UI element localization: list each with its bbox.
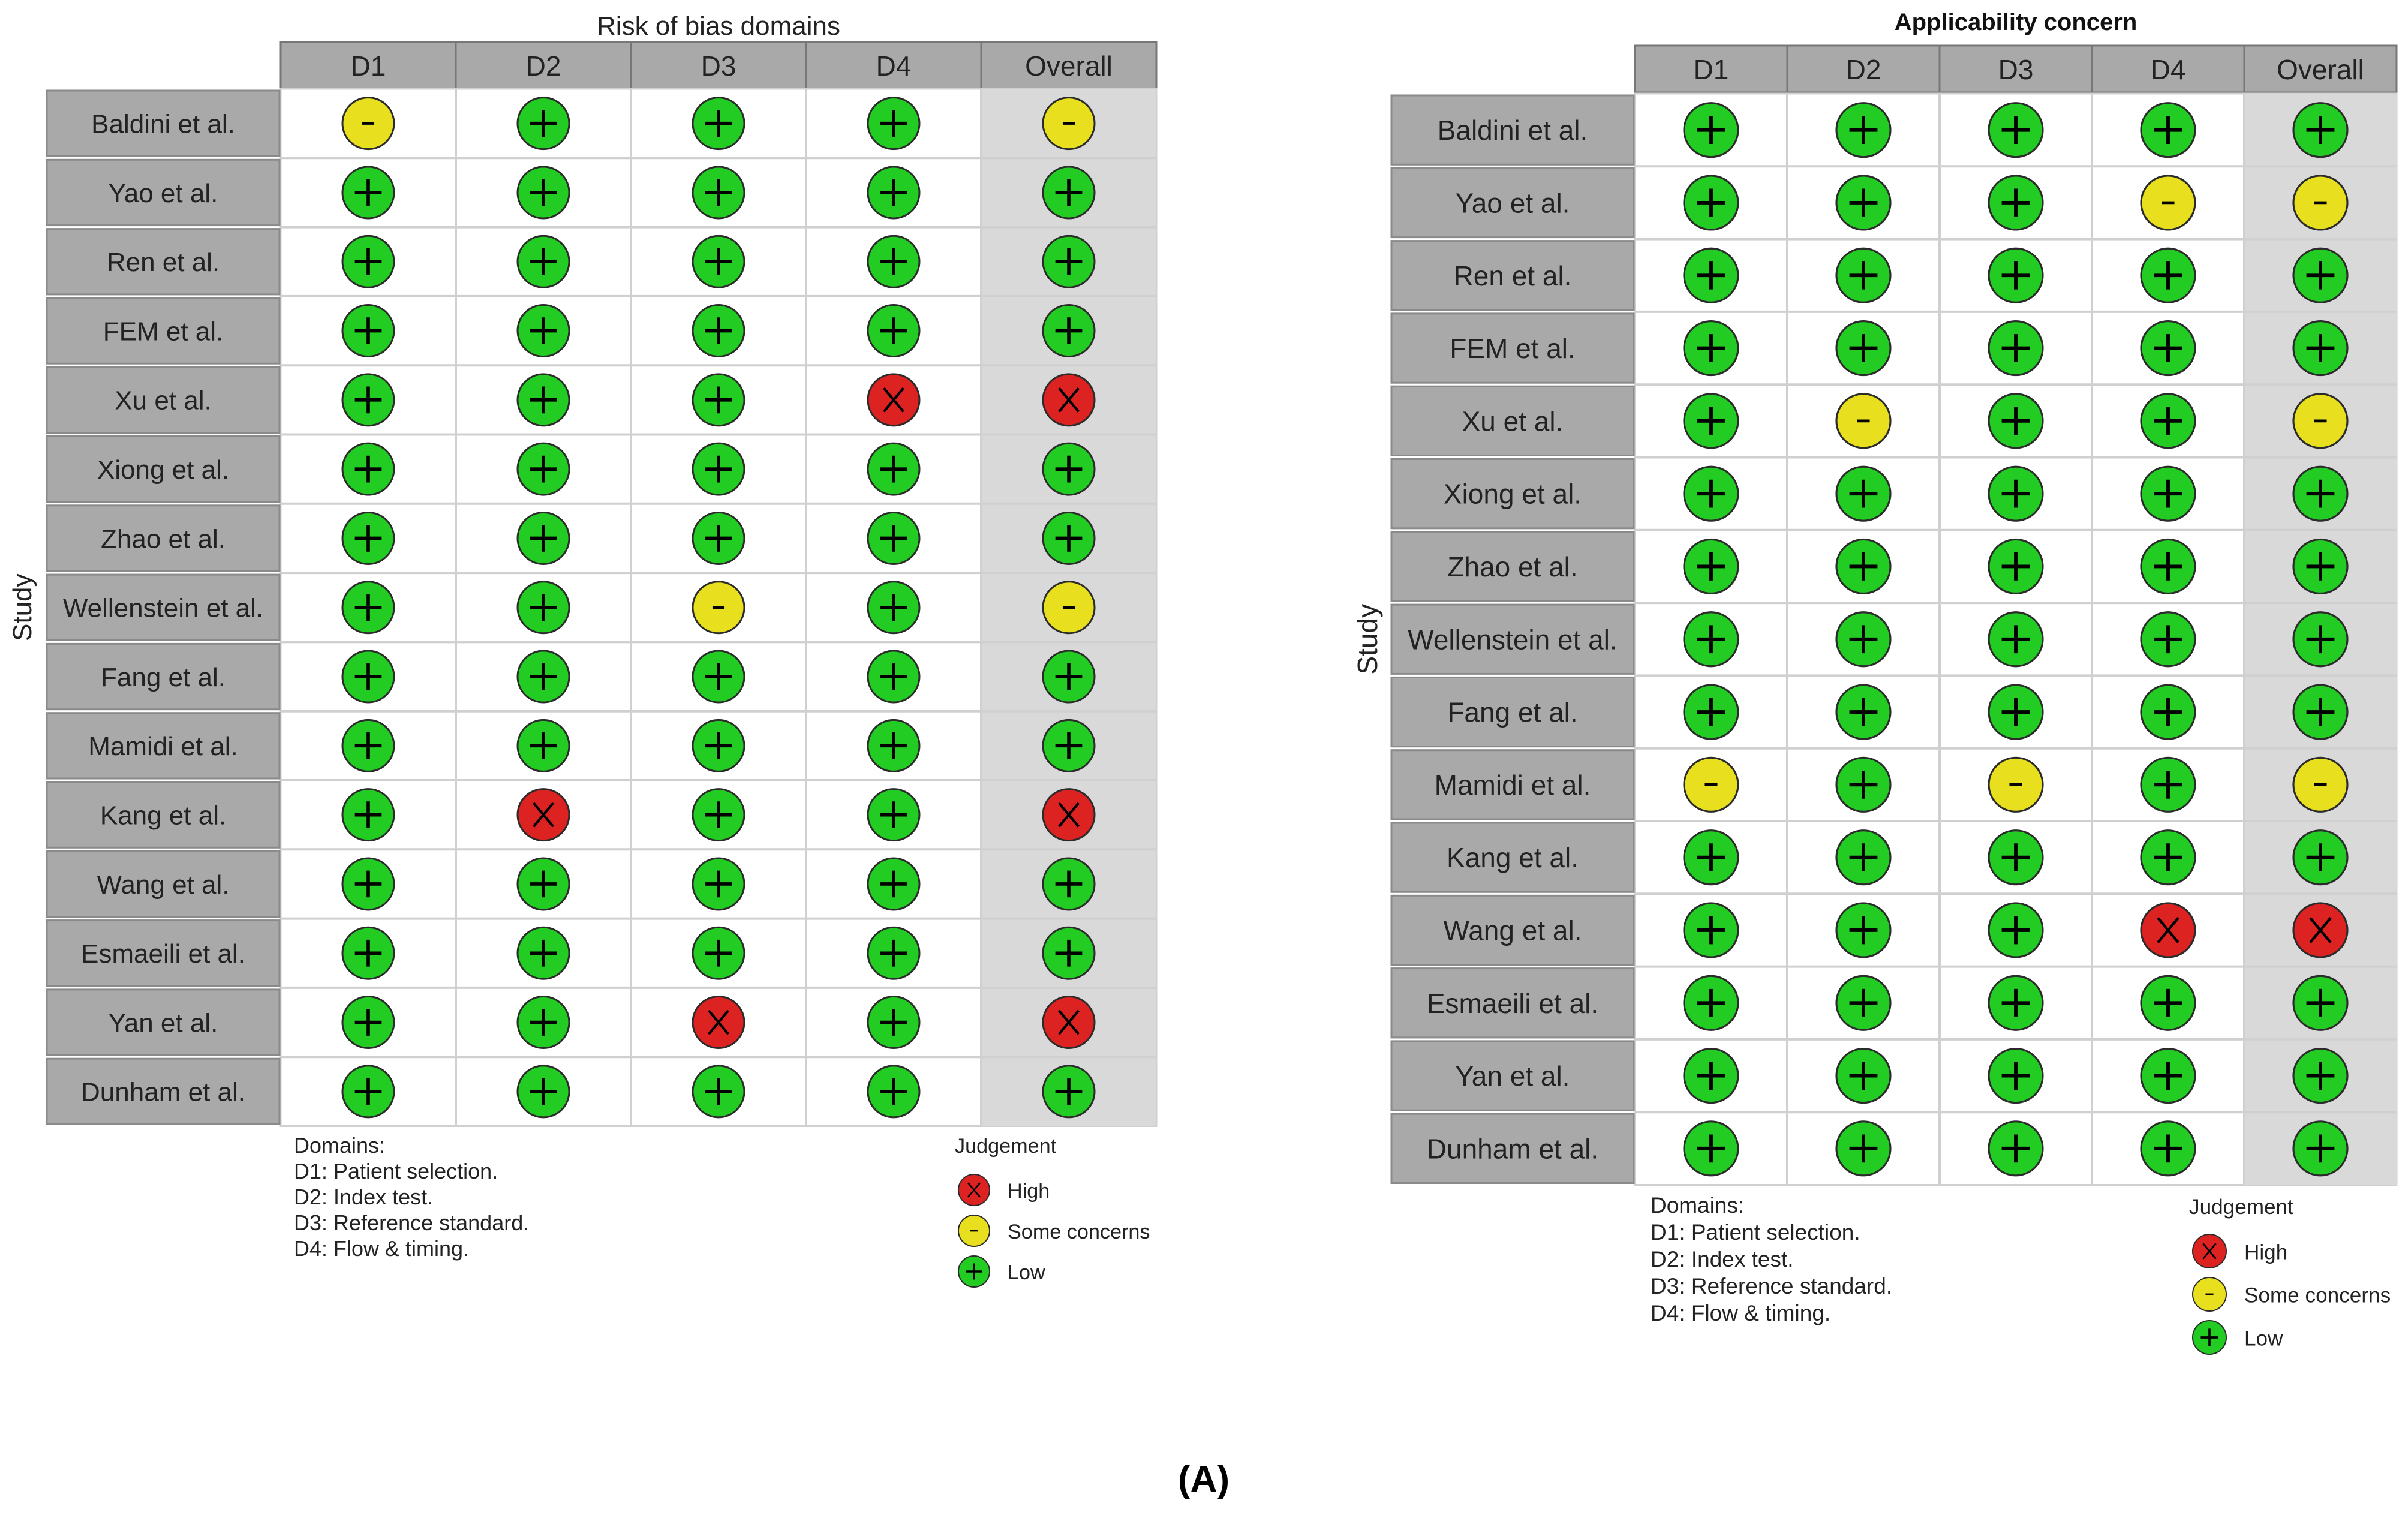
judgement-low	[2141, 1049, 2195, 1103]
judgement-low	[693, 1066, 744, 1117]
judgement-low	[1043, 167, 1095, 218]
study-label: Mamidi et al.	[1434, 769, 1591, 801]
judgement-low	[1684, 612, 1738, 666]
judgement-low	[1836, 1049, 1890, 1103]
judgement-low	[1989, 831, 2043, 885]
study-label: Yao et al.	[108, 178, 218, 208]
judgement-some	[2141, 176, 2195, 230]
judgement-low	[518, 443, 569, 495]
legend-label-some: Some concerns	[1008, 1220, 1150, 1243]
judgement-high	[868, 374, 919, 426]
judgement-low	[2141, 394, 2195, 448]
domain-description: D3: Reference standard.	[1651, 1274, 1893, 1298]
judgement-some	[1989, 758, 2043, 811]
judgement-low	[1836, 758, 1890, 811]
judgement-low	[693, 236, 744, 287]
study-label: Baldini et al.	[91, 109, 235, 139]
judgement-low	[1836, 612, 1890, 666]
y-axis-label: Study	[1352, 603, 1383, 675]
judgement-low	[2141, 685, 2195, 739]
judgement-low	[1836, 467, 1890, 521]
column-header-label: Overall	[1025, 50, 1113, 82]
figure-label: (A)	[1177, 1459, 1230, 1500]
column-header-label: Overall	[2277, 54, 2364, 86]
judgement-low	[1043, 927, 1095, 979]
judgement-low	[1989, 539, 2043, 593]
judgement-low	[868, 1066, 919, 1117]
study-label: Fang et al.	[101, 662, 226, 692]
judgement-low	[1989, 612, 2043, 666]
judgement-some	[2293, 394, 2347, 448]
judgement-low	[1684, 394, 1738, 448]
judgement-low	[1684, 467, 1738, 521]
judgement-low	[518, 374, 569, 426]
judgement-low	[518, 651, 569, 702]
legend-symbol-some	[2193, 1277, 2226, 1311]
judgement-low	[1043, 651, 1095, 702]
judgement-low	[1043, 1066, 1095, 1117]
judgement-low	[868, 927, 919, 979]
judgement-low	[342, 167, 394, 218]
domain-description: D4: Flow & timing.	[294, 1236, 470, 1261]
judgement-low	[1836, 685, 1890, 739]
judgement-low	[1989, 394, 2043, 448]
judgement-low	[693, 443, 744, 495]
judgement-some	[1836, 394, 1890, 448]
domain-description: D1: Patient selection.	[1651, 1220, 1860, 1245]
legend-symbol-high	[2193, 1234, 2226, 1268]
judgement-low	[518, 305, 569, 357]
judgement-low	[518, 236, 569, 287]
judgement-low	[1684, 539, 1738, 593]
column-header-label: D3	[1998, 54, 2034, 86]
judgement-low	[518, 858, 569, 910]
judgement-low	[1684, 248, 1738, 302]
judgement-low	[342, 443, 394, 495]
judgement-low	[1836, 903, 1890, 957]
judgement-some	[2293, 758, 2347, 811]
judgement-low	[1989, 685, 2043, 739]
column-header-label: D2	[1845, 54, 1881, 86]
judgement-low	[1043, 720, 1095, 771]
judgement-low	[342, 512, 394, 564]
judgement-high	[1043, 374, 1095, 426]
judgement-low	[2293, 612, 2347, 666]
judgement-low	[1684, 685, 1738, 739]
judgement-low	[1989, 248, 2043, 302]
judgement-low	[2293, 1122, 2347, 1176]
study-label: Fang et al.	[1447, 696, 1578, 728]
judgement-low	[2141, 976, 2195, 1030]
study-label: Xu et al.	[1462, 405, 1564, 437]
judgement-low	[2293, 976, 2347, 1030]
judgement-low	[2141, 539, 2195, 593]
judgement-low	[1836, 1122, 1890, 1176]
judgement-low	[1043, 236, 1095, 287]
judgement-low	[518, 997, 569, 1048]
judgement-low	[1989, 176, 2043, 230]
judgement-low	[1684, 176, 1738, 230]
judgement-low	[1043, 512, 1095, 564]
study-label: Yan et al.	[108, 1008, 218, 1038]
judgement-low	[868, 651, 919, 702]
judgement-low	[1684, 1049, 1738, 1103]
judgement-low	[2141, 612, 2195, 666]
judgement-low	[342, 858, 394, 910]
study-label: Yan et al.	[1455, 1060, 1570, 1092]
study-label: Wang et al.	[97, 870, 230, 900]
judgement-high	[2293, 903, 2347, 957]
judgement-low	[342, 582, 394, 633]
judgement-low	[342, 651, 394, 702]
risk-of-bias-panel	[8, 11, 1156, 1287]
judgement-low	[2293, 685, 2347, 739]
judgement-low	[342, 789, 394, 841]
judgement-low	[693, 789, 744, 841]
legend-label-low: Low	[2244, 1327, 2283, 1351]
judgement-low	[342, 1066, 394, 1117]
judgement-some	[2293, 176, 2347, 230]
judgement-low	[518, 512, 569, 564]
judgement-low	[693, 167, 744, 218]
chart-title: Risk of bias domains	[597, 11, 840, 41]
judgement-low	[2293, 831, 2347, 885]
study-label: Zhao et al.	[1447, 551, 1578, 583]
study-label: Ren et al.	[106, 248, 220, 278]
judgement-low	[1836, 539, 1890, 593]
study-label: Kang et al.	[100, 801, 227, 831]
legend-title: Judgement	[2189, 1195, 2293, 1219]
judgement-low	[868, 512, 919, 564]
judgement-low	[342, 374, 394, 426]
judgement-low	[342, 997, 394, 1048]
judgement-low	[2293, 1049, 2347, 1103]
judgement-low	[1043, 305, 1095, 357]
judgement-low	[868, 789, 919, 841]
judgement-some	[342, 98, 394, 149]
judgement-low	[1836, 321, 1890, 375]
legend-label-low: Low	[1008, 1261, 1045, 1284]
judgement-low	[693, 858, 744, 910]
legend-label-high: High	[1008, 1179, 1050, 1203]
study-label: Zhao et al.	[101, 524, 226, 554]
column-header-label: D2	[525, 50, 561, 82]
judgement-low	[868, 98, 919, 149]
judgement-low	[1684, 103, 1738, 157]
domains-heading: Domains:	[1651, 1193, 1745, 1218]
judgement-low	[693, 374, 744, 426]
study-label: Baldini et al.	[1437, 115, 1588, 146]
judgement-high	[1043, 789, 1095, 841]
judgement-low	[1989, 321, 2043, 375]
judgement-low	[1684, 831, 1738, 885]
domain-description: D1: Patient selection.	[294, 1159, 498, 1183]
chart-title: Applicability concern	[1894, 9, 2138, 35]
judgement-low	[2293, 248, 2347, 302]
judgement-low	[868, 582, 919, 633]
study-label: Xiong et al.	[97, 455, 230, 485]
study-label: Yao et al.	[1455, 187, 1570, 219]
judgement-low	[2293, 103, 2347, 157]
column-header-label: D1	[350, 50, 386, 82]
study-label: Wellenstein et al.	[1408, 624, 1618, 656]
judgement-low	[1836, 176, 1890, 230]
judgement-low	[342, 236, 394, 287]
judgement-low	[868, 720, 919, 771]
judgement-low	[1684, 321, 1738, 375]
judgement-low	[2141, 321, 2195, 375]
judgement-low	[693, 651, 744, 702]
judgement-low	[1684, 976, 1738, 1030]
judgement-low	[518, 720, 569, 771]
judgement-low	[693, 98, 744, 149]
judgement-low	[518, 927, 569, 979]
judgement-low	[868, 167, 919, 218]
judgement-low	[868, 997, 919, 1048]
legend-label-high: High	[2244, 1240, 2288, 1264]
judgement-low	[868, 858, 919, 910]
judgement-low	[1989, 467, 2043, 521]
study-label: Dunham et al.	[1426, 1133, 1599, 1165]
judgement-high	[2141, 903, 2195, 957]
column-header-label: D1	[1693, 54, 1729, 86]
judgement-low	[1043, 443, 1095, 495]
judgement-low	[2141, 831, 2195, 885]
legend-symbol-low	[2193, 1321, 2226, 1354]
judgement-low	[518, 582, 569, 633]
judgement-low	[2141, 758, 2195, 811]
judgement-low	[1989, 1122, 2043, 1176]
judgement-low	[342, 720, 394, 771]
applicability-concern-panel	[1352, 9, 2397, 1354]
domains-heading: Domains:	[294, 1133, 386, 1158]
judgement-some	[1043, 98, 1095, 149]
study-label: FEM et al.	[103, 317, 224, 347]
judgement-low	[1684, 1122, 1738, 1176]
column-header-label: D4	[876, 50, 912, 82]
judgement-low	[1836, 976, 1890, 1030]
judgement-low	[1989, 1049, 2043, 1103]
judgement-high	[518, 789, 569, 841]
judgement-low	[1684, 903, 1738, 957]
study-label: Mamidi et al.	[88, 732, 238, 762]
judgement-low	[518, 98, 569, 149]
judgement-low	[1836, 248, 1890, 302]
judgement-some	[693, 582, 744, 633]
judgement-low	[2293, 321, 2347, 375]
judgement-some	[1684, 758, 1738, 811]
study-label: Esmaeili et al.	[81, 939, 245, 969]
domain-description: D4: Flow & timing.	[1651, 1301, 1831, 1325]
legend-symbol-high	[958, 1174, 990, 1206]
judgement-low	[1989, 103, 2043, 157]
judgement-low	[1989, 976, 2043, 1030]
judgement-low	[868, 443, 919, 495]
judgement-low	[1989, 903, 2043, 957]
judgement-low	[868, 236, 919, 287]
judgement-low	[2141, 248, 2195, 302]
judgement-low	[518, 167, 569, 218]
legend-symbol-low	[958, 1256, 990, 1287]
judgement-low	[693, 305, 744, 357]
judgement-low	[342, 305, 394, 357]
legend-title: Judgement	[955, 1135, 1057, 1158]
domain-description: D2: Index test.	[1651, 1247, 1794, 1271]
judgement-low	[2293, 539, 2347, 593]
judgement-some	[1043, 582, 1095, 633]
study-label: FEM et al.	[1450, 333, 1576, 365]
legend-symbol-some	[958, 1215, 990, 1246]
judgement-low	[2141, 103, 2195, 157]
judgement-low	[868, 305, 919, 357]
judgement-low	[1836, 103, 1890, 157]
study-label: Esmaeili et al.	[1426, 987, 1599, 1019]
judgement-high	[1043, 997, 1095, 1048]
judgement-low	[2141, 1122, 2195, 1176]
judgement-low	[693, 720, 744, 771]
judgement-low	[2141, 467, 2195, 521]
study-label: Ren et al.	[1453, 260, 1572, 291]
judgement-low	[2293, 467, 2347, 521]
study-label: Wang et al.	[1443, 915, 1582, 946]
judgement-high	[693, 997, 744, 1048]
domain-description: D3: Reference standard.	[294, 1210, 530, 1235]
study-label: Xu et al.	[115, 386, 212, 416]
study-label: Xiong et al.	[1443, 478, 1582, 510]
judgement-low	[1043, 858, 1095, 910]
study-label: Dunham et al.	[81, 1077, 245, 1107]
judgement-low	[342, 927, 394, 979]
judgement-low	[1836, 831, 1890, 885]
y-axis-label: Study	[8, 573, 37, 642]
column-header-label: D3	[701, 50, 736, 82]
legend-label-some: Some concerns	[2244, 1283, 2391, 1307]
column-header-label: D4	[2150, 54, 2186, 86]
judgement-low	[693, 512, 744, 564]
judgement-low	[518, 1066, 569, 1117]
study-label: Kang et al.	[1447, 842, 1579, 874]
domain-description: D2: Index test.	[294, 1185, 434, 1209]
judgement-low	[693, 927, 744, 979]
study-label: Wellenstein et al.	[62, 593, 264, 623]
